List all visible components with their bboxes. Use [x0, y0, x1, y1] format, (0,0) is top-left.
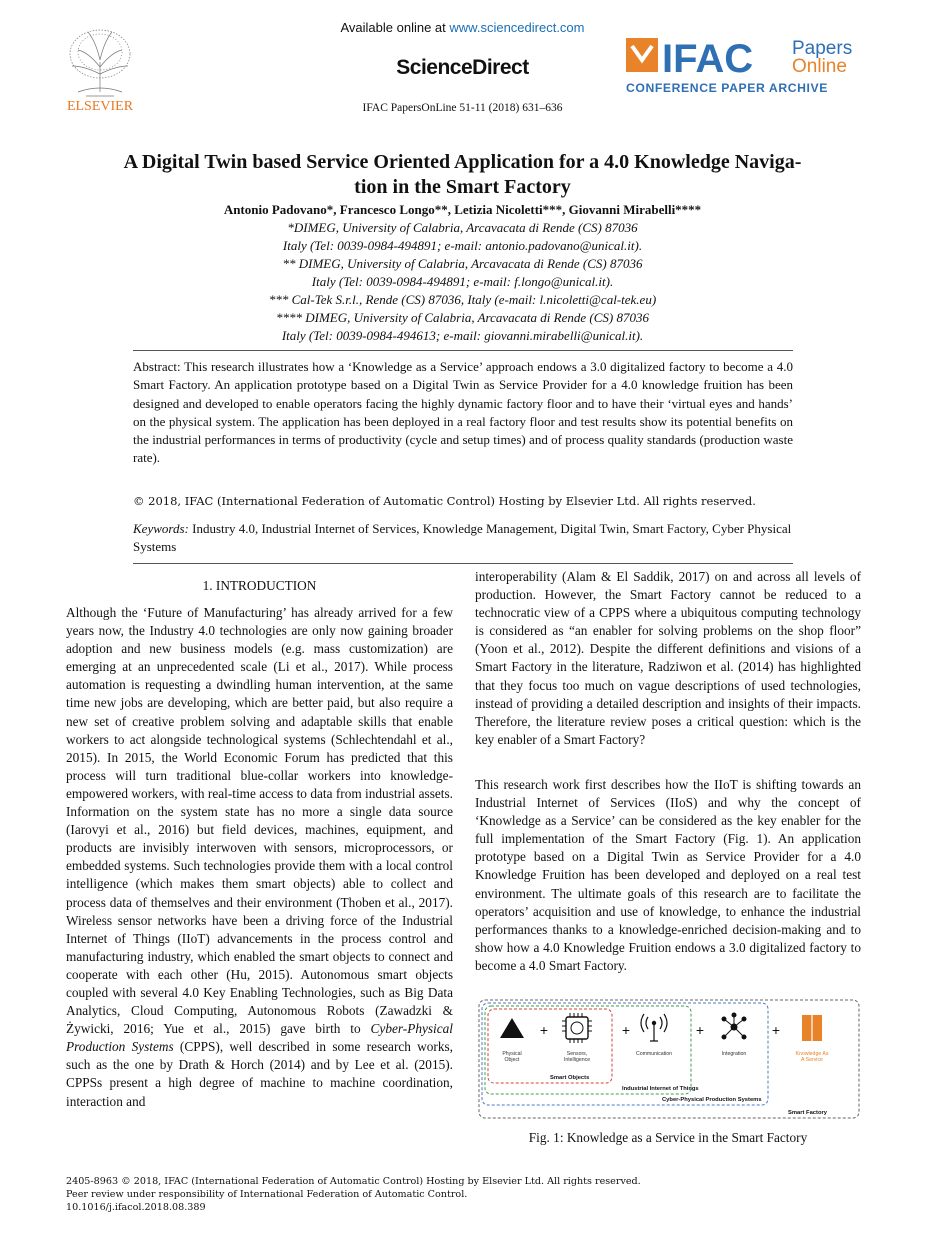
smart-factory-label: Smart Factory — [788, 1110, 827, 1116]
section-heading: 1. INTRODUCTION — [202, 578, 317, 593]
sciencedirect-wordmark: ScienceDirect — [396, 56, 529, 79]
svg-text:Intelligence: Intelligence — [563, 1057, 591, 1063]
footer-peer-review: Peer review under responsibility of International Federation of Automatic Control. — [66, 1189, 468, 1200]
keywords-label: Keywords: — [133, 521, 189, 536]
divider — [133, 563, 793, 564]
intro-right-paragraph-1: interoperability (Alam & El Saddik, 2017) on and across all levels of production. However, the Smart Factory cannot be reduced to a technocratic view of a CPPS where a ubiquitous computing technology is considered as “an enabler for solving problems on the shop floor” (Yoon et al., 2012). Despite the different definitions and visions of a Smart Factory in the literature, Radziwon et al. (2014) has highlighted that they focus too much on vague descriptions of used technologies, instead of providing a detailed description and insights of their impacts. Therefore, the literature review poses a critical question: which is the key enabler of a Smart Factory? — [475, 569, 861, 747]
svg-text:Object: Object — [504, 1057, 520, 1063]
journal-reference: IFAC PapersOnLine 51-11 (2018) 631–636 — [362, 102, 563, 114]
elsevier-logo — [58, 22, 142, 114]
affiliation-line: Italy (Tel: 0039-0984-494891; e-mail: antonio.padovano@unical.it). — [282, 238, 643, 253]
antenna-icon — [641, 1014, 667, 1041]
footer-issn-line: 2405-8963 © 2018, IFAC (International Federation of Automatic Control) Hosting by Elsevier Ltd. All rights reserved. — [66, 1176, 641, 1187]
svg-text:CONFERENCE PAPER ARCHIVE: CONFERENCE PAPER ARCHIVE — [626, 81, 828, 95]
available-prefix: Available online at — [340, 20, 450, 35]
figure-caption: Fig. 1: Knowledge as a Service in the Smart Factory — [528, 1130, 808, 1145]
svg-text:Integration: Integration — [721, 1051, 747, 1057]
svg-text:A Service: A Service — [801, 1057, 823, 1063]
triangle-icon — [500, 1018, 524, 1038]
keywords-list: Industry 4.0, Industrial Internet of Services, Knowledge Management, Digital Twin, Smart Factory, Cyber Physical Systems — [133, 521, 792, 555]
cpps-label: Cyber-Physical Production Systems — [662, 1097, 762, 1103]
svg-text:IFAC: IFAC — [662, 37, 754, 81]
ifac-papersonline-logo — [626, 34, 876, 98]
abstract: Abstract: This research illustrates how a ‘Knowledge as a Service’ approach endows a 3.0 digitalized factory to become a 4.0 Smart Factory. An application prototype based on a Digital Twin as Service Provider for a 4.0 knowledge fruition has been designed and developed to enable operators facing the highly dynamic factory floor and to have their ‘virtual eyes and hands’ on the physical system. The application has been deployed in a real factory floor and test results show its potential benefits on the industrial performances in terms of productivity (cycle and setup times) and of process quality standards (production waste rate). — [133, 359, 793, 466]
smart-objects-box — [488, 1009, 612, 1083]
affiliation-line: Italy (Tel: 0039-0984-494891; e-mail: f.longo@unical.it). — [311, 274, 614, 289]
title-line-2: tion in the Smart Factory — [354, 176, 571, 198]
sciencedirect-link[interactable]: www.sciencedirect.com — [449, 20, 585, 35]
plus-sign: + — [621, 1022, 631, 1038]
keywords — [133, 520, 793, 557]
authors: Antonio Padovano*, Francesco Longo**, Letizia Nicoletti***, Giovanni Mirabelli**** — [223, 202, 702, 217]
paper-title — [50, 150, 875, 200]
iiot-label: Industrial Internet of Things — [622, 1086, 699, 1092]
page-footer — [66, 1175, 866, 1214]
svg-text:Physical: Physical — [502, 1051, 522, 1057]
plus-sign: + — [539, 1022, 549, 1038]
cpps-term: Cyber-Physical Production Systems — [66, 1021, 453, 1055]
intro-left-column: Although the ‘Future of Manufacturing’ has already arrived for a few years now, the Industry 4.0 technologies are only now gaining broader adoption and new business models (e.g. mass customization) are emerging at an unprecedented scale (Li et al., 2017). While process automation is requesting a dwindling human intervention, at the same time new jobs are developing, which are better paid, but also require a new set of creative problem solving and adaptable skills that enable workers to act alongside technological systems (Schlechtendahl et al., 2015). In 2015, the World Economic Forum has predicted that this process will turn traditional blue-collar workers into knowledge-empowered workers, with real-time access to data from industrial assets. Information on the system state has no more a single data source (Iarovyi et al., 2016) but field devices, machines, equipment, and products are invisibly interwoven with sensors, microprocessors, or embedded systems. Such technologies provide them with a local control intelligence (which makes them smart objects) able to collect and process data of themselves and their environment (Thoben et al., 2017). Wireless sensor networks have been a driving force of the Industrial Internet of Things (IIoT) advancements in the process control and manufacturing industry, which enabled the smart objects to connect and cooperate with each other (Hu, 2015). Autonomous smart objects coupled with several 4.0 Key Enabling Technologies, such as Big Data Analytics, Cloud Computing, Autonomous Robots (Zawadzki & Żywicki, 2016; Yue et al., 2015) gave birth to Cyber-Physical Production Systems (CPPS), well described in some research works, such as the one by Drath & Horch (2014) and by Lee et al. (2015). CPPSs present a high degree of machine to machine coordination, interaction and — [66, 605, 453, 1109]
smart-objects-label: Smart Objects — [550, 1075, 590, 1081]
title-line-1: A Digital Twin based Service Oriented Application for a 4.0 Knowledge Naviga- — [123, 151, 802, 173]
svg-text:Sensors,: Sensors, — [566, 1051, 588, 1057]
book-icon — [802, 1015, 822, 1041]
svg-text:Online: Online — [792, 56, 847, 77]
network-icon — [722, 1013, 746, 1039]
affiliation-line: Italy (Tel: 0039-0984-494613; e-mail: giovanni.mirabelli@unical.it). — [281, 328, 644, 343]
copyright-notice: © 2018, IFAC (International Federation of Automatic Control) Hosting by Elsevier Ltd. All rights reserved. — [133, 494, 756, 508]
affiliation-line: **** DIMEG, University of Calabria, Arcavacata di Rende (CS) 87036 — [276, 310, 649, 325]
plus-sign: + — [695, 1022, 705, 1038]
svg-text:Knowledge As: Knowledge As — [795, 1051, 829, 1057]
elsevier-wordmark: ELSEVIER — [66, 99, 134, 114]
affiliation-line: *DIMEG, University of Calabria, Arcavacata di Rende (CS) 87036 — [287, 220, 638, 235]
affiliation-line: *** Cal-Tek S.r.l., Rende (CS) 87036, Italy (e-mail: l.nicoletti@cal-tek.eu) — [268, 292, 657, 307]
chip-icon — [562, 1013, 592, 1043]
plus-sign: + — [771, 1022, 781, 1038]
svg-text:Communication: Communication — [635, 1051, 673, 1057]
ifac-emblem-icon — [626, 38, 658, 72]
affiliation-line: ** DIMEG, University of Calabria, Arcavacata di Rende (CS) 87036 — [282, 256, 643, 271]
footer-doi[interactable]: 10.1016/j.ifacol.2018.08.389 — [66, 1202, 206, 1213]
figure-1-diagram — [476, 997, 862, 1121]
svg-text:Papers: Papers — [792, 38, 853, 59]
divider — [133, 350, 793, 351]
intro-right-paragraph-2: This research work first describes how the IIoT is shifting towards an Industrial Internet of Services (IIoS) and why the concept of ‘Knowledge as a Service’ can be considered as the key enabler for the full implementation of the Smart Factory (Fig. 1). An application prototype based on a Digital Twin as Service Provider for a 4.0 Knowledge Fruition has been developed and deployed on a real test environment. The ultimate goals of this research are to facilitate the operators’ acquisition and use of knowledge, to enhance the industrial performances thanks to a knowledge-enriched decision-making and to show how a 4.0 Knowledge Fruition endows a 3.0 digitalized factory to become a 4.0 Smart Factory. — [475, 777, 861, 973]
